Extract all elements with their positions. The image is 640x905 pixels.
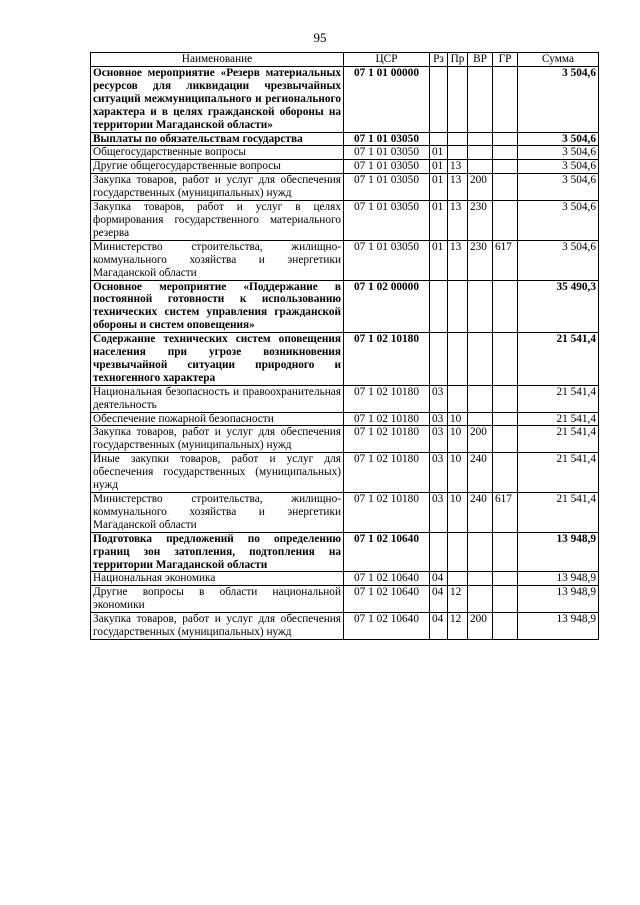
- cell-name: Основное мероприятие «Резерв материальных ресурсов для ликвидации чрезвычайных ситуаций межмуниципального и регионального характера и в целях гражданской обороны на территории Магаданской области»: [91, 67, 344, 133]
- cell-gr: [493, 453, 518, 493]
- table-row: [91, 493, 599, 533]
- cell-vr: [468, 146, 493, 160]
- cell-name: Закупка товаров, работ и услуг в целях формирования государственного материального резерва: [91, 201, 344, 241]
- cell-csr: 07 1 02 10180: [344, 493, 430, 533]
- table-row: [91, 280, 599, 333]
- budget-table: [90, 52, 599, 640]
- table-row: [91, 385, 599, 412]
- cell-rz: 03: [430, 493, 448, 533]
- table-row: [91, 240, 599, 280]
- cell-csr: 07 1 01 03050: [344, 240, 430, 280]
- table-row: [91, 453, 599, 493]
- cell-csr: 07 1 02 10180: [344, 333, 430, 386]
- cell-vr: [468, 160, 493, 174]
- cell-csr: 07 1 01 03050: [344, 174, 430, 201]
- cell-gr: [493, 572, 518, 586]
- cell-pr: 12: [448, 613, 468, 640]
- cell-pr: 10: [448, 453, 468, 493]
- page-number: 95: [313, 30, 327, 45]
- cell-csr: 07 1 02 10640: [344, 572, 430, 586]
- cell-pr: [448, 385, 468, 412]
- cell-sum: 3 504,6: [518, 201, 599, 241]
- cell-pr: 10: [448, 412, 468, 426]
- cell-sum: 13 948,9: [518, 613, 599, 640]
- header-name: Наименование: [91, 53, 344, 67]
- cell-csr: 07 1 02 10180: [344, 385, 430, 412]
- table-header-row: [91, 53, 599, 67]
- cell-vr: 200: [468, 426, 493, 453]
- cell-name: Содержание технических систем оповещения населения при угрозе возникновения чрезвычайной ситуации природного и техногенного характера: [91, 333, 344, 386]
- cell-gr: [493, 412, 518, 426]
- cell-sum: 13 948,9: [518, 586, 599, 613]
- cell-sum: 3 504,6: [518, 132, 599, 146]
- cell-vr: 230: [468, 240, 493, 280]
- cell-gr: [493, 67, 518, 133]
- cell-name: Подготовка предложений по определению границ зон затопления, подтопления на территории Магаданской области: [91, 532, 344, 572]
- cell-vr: 230: [468, 201, 493, 241]
- cell-rz: 01: [430, 160, 448, 174]
- cell-name: Министерство строительства, жилищно-коммунального хозяйства и энергетики Магаданской области: [91, 493, 344, 533]
- cell-vr: [468, 67, 493, 133]
- cell-gr: 617: [493, 493, 518, 533]
- header-gr: ГР: [493, 53, 518, 67]
- cell-rz: 03: [430, 385, 448, 412]
- header-vr: ВР: [468, 53, 493, 67]
- cell-csr: 07 1 01 00000: [344, 67, 430, 133]
- cell-name: Иные закупки товаров, работ и услуг для обеспечения государственных (муниципальных) нужд: [91, 453, 344, 493]
- cell-sum: 21 541,4: [518, 493, 599, 533]
- cell-sum: 21 541,4: [518, 333, 599, 386]
- table-row: [91, 132, 599, 146]
- cell-name: Обеспечение пожарной безопасности: [91, 412, 344, 426]
- cell-sum: 35 490,3: [518, 280, 599, 333]
- cell-name: Общегосударственные вопросы: [91, 146, 344, 160]
- cell-vr: [468, 280, 493, 333]
- cell-name: Закупка товаров, работ и услуг для обеспечения государственных (муниципальных) нужд: [91, 174, 344, 201]
- cell-pr: 12: [448, 586, 468, 613]
- cell-rz: 04: [430, 586, 448, 613]
- cell-rz: 01: [430, 174, 448, 201]
- table-row: [91, 67, 599, 133]
- cell-gr: [493, 280, 518, 333]
- cell-csr: 07 1 02 10180: [344, 412, 430, 426]
- header-csr: ЦСР: [344, 53, 430, 67]
- cell-pr: [448, 132, 468, 146]
- cell-csr: 07 1 01 03050: [344, 160, 430, 174]
- table-row: [91, 532, 599, 572]
- cell-gr: [493, 160, 518, 174]
- cell-name: Другие общегосударственные вопросы: [91, 160, 344, 174]
- cell-pr: 13: [448, 160, 468, 174]
- cell-pr: [448, 532, 468, 572]
- table-row: [91, 160, 599, 174]
- cell-vr: 200: [468, 613, 493, 640]
- cell-name: Министерство строительства, жилищно-коммунального хозяйства и энергетики Магаданской области: [91, 240, 344, 280]
- cell-sum: 3 504,6: [518, 67, 599, 133]
- cell-vr: 240: [468, 493, 493, 533]
- cell-csr: 07 1 02 00000: [344, 280, 430, 333]
- cell-rz: 04: [430, 572, 448, 586]
- cell-sum: 21 541,4: [518, 385, 599, 412]
- cell-gr: [493, 613, 518, 640]
- cell-vr: [468, 132, 493, 146]
- cell-rz: 01: [430, 146, 448, 160]
- cell-rz: [430, 280, 448, 333]
- cell-rz: [430, 333, 448, 386]
- cell-pr: 13: [448, 201, 468, 241]
- cell-sum: 13 948,9: [518, 532, 599, 572]
- cell-rz: 01: [430, 240, 448, 280]
- cell-vr: [468, 586, 493, 613]
- cell-csr: 07 1 02 10640: [344, 586, 430, 613]
- cell-gr: [493, 532, 518, 572]
- cell-sum: 21 541,4: [518, 412, 599, 426]
- cell-gr: [493, 385, 518, 412]
- cell-vr: 200: [468, 174, 493, 201]
- table-row: [91, 613, 599, 640]
- cell-vr: [468, 412, 493, 426]
- cell-gr: [493, 174, 518, 201]
- cell-csr: 07 1 01 03050: [344, 201, 430, 241]
- cell-csr: 07 1 02 10180: [344, 453, 430, 493]
- cell-gr: [493, 201, 518, 241]
- cell-name: Закупка товаров, работ и услуг для обеспечения государственных (муниципальных) нужд: [91, 426, 344, 453]
- cell-gr: [493, 132, 518, 146]
- cell-rz: 04: [430, 613, 448, 640]
- cell-name: Основное мероприятие «Поддержание в постоянной готовности к использованию технических систем управления гражданской обороны и систем оповещения»: [91, 280, 344, 333]
- cell-pr: [448, 333, 468, 386]
- cell-name: Другие вопросы в области национальной экономики: [91, 586, 344, 613]
- cell-pr: 10: [448, 493, 468, 533]
- cell-rz: [430, 67, 448, 133]
- table-row: [91, 201, 599, 241]
- cell-gr: [493, 333, 518, 386]
- cell-gr: [493, 586, 518, 613]
- cell-name: Национальная безопасность и правоохранительная деятельность: [91, 385, 344, 412]
- cell-pr: 13: [448, 240, 468, 280]
- cell-pr: [448, 572, 468, 586]
- cell-csr: 07 1 02 10180: [344, 426, 430, 453]
- cell-vr: 240: [468, 453, 493, 493]
- cell-sum: 21 541,4: [518, 453, 599, 493]
- table-row: [91, 146, 599, 160]
- cell-rz: 03: [430, 426, 448, 453]
- cell-csr: 07 1 02 10640: [344, 613, 430, 640]
- cell-csr: 07 1 02 10640: [344, 532, 430, 572]
- cell-rz: 03: [430, 412, 448, 426]
- cell-sum: 3 504,6: [518, 160, 599, 174]
- cell-gr: [493, 426, 518, 453]
- cell-rz: 03: [430, 453, 448, 493]
- header-rz: Рз: [430, 53, 448, 67]
- header-pr: Пр: [448, 53, 468, 67]
- cell-rz: [430, 132, 448, 146]
- cell-name: Закупка товаров, работ и услуг для обеспечения государственных (муниципальных) нужд: [91, 613, 344, 640]
- cell-name: Выплаты по обязательствам государства: [91, 132, 344, 146]
- table-row: [91, 586, 599, 613]
- table-row: [91, 572, 599, 586]
- cell-csr: 07 1 01 03050: [344, 146, 430, 160]
- cell-sum: 3 504,6: [518, 240, 599, 280]
- cell-vr: [468, 532, 493, 572]
- cell-pr: 13: [448, 174, 468, 201]
- cell-pr: [448, 280, 468, 333]
- cell-vr: [468, 333, 493, 386]
- cell-sum: 21 541,4: [518, 426, 599, 453]
- cell-gr: 617: [493, 240, 518, 280]
- cell-pr: 10: [448, 426, 468, 453]
- cell-rz: [430, 532, 448, 572]
- table-row: [91, 412, 599, 426]
- table-row: [91, 333, 599, 386]
- header-sum: Сумма: [518, 53, 599, 67]
- table-row: [91, 174, 599, 201]
- cell-sum: 3 504,6: [518, 174, 599, 201]
- cell-rz: 01: [430, 201, 448, 241]
- cell-pr: [448, 67, 468, 133]
- cell-csr: 07 1 01 03050: [344, 132, 430, 146]
- cell-vr: [468, 385, 493, 412]
- cell-vr: [468, 572, 493, 586]
- cell-sum: 13 948,9: [518, 572, 599, 586]
- cell-sum: 3 504,6: [518, 146, 599, 160]
- cell-pr: [448, 146, 468, 160]
- cell-name: Национальная экономика: [91, 572, 344, 586]
- cell-gr: [493, 146, 518, 160]
- table-row: [91, 426, 599, 453]
